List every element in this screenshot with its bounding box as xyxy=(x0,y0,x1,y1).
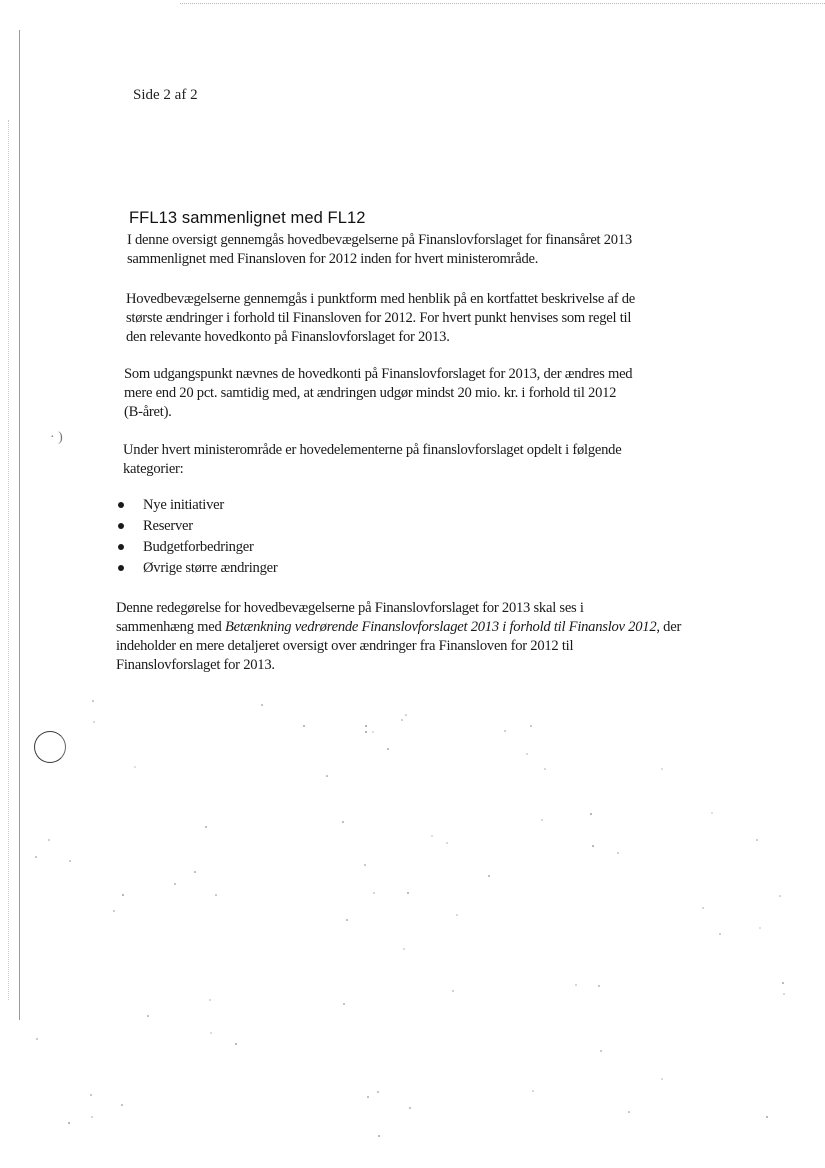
scan-speck xyxy=(215,894,217,896)
scan-speck xyxy=(590,813,592,815)
scan-speck xyxy=(782,982,784,984)
scan-speck xyxy=(48,839,50,841)
paragraph-threshold xyxy=(124,365,632,422)
scan-speck xyxy=(407,892,409,894)
bullet-icon xyxy=(118,523,124,529)
scan-speck xyxy=(759,927,761,929)
paragraph-line xyxy=(116,618,681,637)
scan-speck xyxy=(365,725,367,727)
list-item xyxy=(118,558,277,579)
paragraph-line: (B-året). xyxy=(124,404,172,420)
paragraph-intro xyxy=(127,231,632,269)
category-list xyxy=(118,495,277,579)
paragraph-line: Som udgangspunkt nævnes de hovedkonti på Finanslovforslaget for 2013, der ændres med xyxy=(124,366,633,382)
scan-left-edge-faint xyxy=(8,120,9,1000)
scan-speck xyxy=(372,731,374,733)
scan-speck xyxy=(343,1003,345,1005)
paragraph-method xyxy=(126,290,635,347)
scan-speck xyxy=(766,1116,768,1118)
list-item-label: Reserver xyxy=(143,518,193,534)
scan-speck xyxy=(365,731,367,733)
scan-speck xyxy=(446,842,448,844)
scan-speck xyxy=(261,704,263,706)
reference-title: Betænkning vedrørende Finanslovforslaget 2013 i forhold til Finanslov 2012 xyxy=(224,619,657,635)
scan-speck xyxy=(592,845,594,847)
scan-speck xyxy=(209,999,211,1001)
scan-speck xyxy=(121,1104,123,1106)
scan-speck xyxy=(346,919,348,921)
paragraph-line: Finanslovforslaget for 2013. xyxy=(116,657,275,673)
scan-speck xyxy=(174,883,176,885)
scan-speck xyxy=(36,1038,38,1040)
list-item-label: Nye initiativer xyxy=(143,497,224,513)
scan-speck xyxy=(147,1015,149,1017)
paragraph-closing xyxy=(116,599,681,675)
scan-speck xyxy=(431,835,433,837)
scan-speck xyxy=(387,748,389,750)
scan-speck xyxy=(530,725,532,727)
paragraph-line: Denne redegørelse for hovedbevægelserne på Finanslovforslaget for 2013 skal ses i xyxy=(116,600,584,616)
list-item-label: Budgetforbedringer xyxy=(143,539,254,555)
scan-speck xyxy=(452,990,454,992)
scan-speck xyxy=(456,914,458,916)
scan-speck xyxy=(205,826,207,828)
scan-speck xyxy=(575,984,577,986)
scan-speck xyxy=(617,852,619,854)
list-item-label: Øvrige større ændringer xyxy=(143,560,278,576)
paragraph-line: største ændringer i forhold til Finansloven for 2012. For hvert punkt henvises som regel til xyxy=(126,310,632,326)
paragraph-line: Under hvert ministerområde er hovedelementerne på finanslovforslaget opdelt i følgende xyxy=(123,442,622,458)
paragraph-line: sammenlignet med Finansloven for 2012 inden for hvert ministerområde. xyxy=(127,251,539,267)
scan-speck xyxy=(342,821,344,823)
scan-speck xyxy=(68,1122,70,1124)
paragraph-line: kategorier: xyxy=(123,461,184,477)
scan-speck xyxy=(403,948,405,950)
scan-speck xyxy=(783,993,785,995)
bullet-icon xyxy=(118,565,124,571)
scan-speck xyxy=(719,933,721,935)
scan-speck xyxy=(661,768,663,770)
list-item xyxy=(118,495,277,516)
scan-speck xyxy=(378,1135,380,1137)
list-item xyxy=(118,537,277,558)
scan-speck xyxy=(373,892,375,894)
scan-speck xyxy=(401,719,403,721)
scan-speck xyxy=(210,1032,212,1034)
text-run: , der xyxy=(656,619,682,635)
scan-speck xyxy=(92,700,94,702)
scan-speck xyxy=(93,721,95,723)
scan-speck xyxy=(598,985,600,987)
scan-speck xyxy=(488,875,490,877)
scan-speck xyxy=(405,714,407,716)
scan-speck xyxy=(303,725,305,727)
scan-speck xyxy=(779,895,781,897)
scan-speck xyxy=(377,1091,379,1093)
scan-speck xyxy=(235,1043,237,1045)
scan-speck xyxy=(544,768,546,770)
scan-speck xyxy=(35,856,37,858)
scan-speck xyxy=(409,1107,411,1109)
scan-speck xyxy=(113,910,115,912)
scan-speck xyxy=(122,894,124,896)
scan-speck xyxy=(600,1050,602,1052)
text-run: sammenhæng med xyxy=(116,619,225,635)
paragraph-line: den relevante hovedkonto på Finanslovforslaget for 2013. xyxy=(126,329,450,345)
scan-speck xyxy=(69,860,71,862)
paragraph-line: indeholder en mere detaljeret oversigt over ændringer fra Finansloven for 2012 til xyxy=(116,638,574,654)
scan-speck xyxy=(541,819,543,821)
bullet-icon xyxy=(118,502,124,508)
scan-speck xyxy=(91,1116,93,1118)
scan-left-edge xyxy=(19,30,20,1020)
paragraph-line: I denne oversigt gennemgås hovedbevægelserne på Finanslovforslaget for finansåret 2013 xyxy=(127,232,632,248)
scan-smudge-mark: · ) xyxy=(50,430,63,445)
paragraph-line: Hovedbevægelserne gennemgås i punktform med henblik på en kortfattet beskrivelse af de xyxy=(126,291,635,307)
punch-hole-mark xyxy=(34,731,66,763)
scan-speck xyxy=(90,1094,92,1096)
scan-speck xyxy=(194,871,196,873)
page-title: FFL13 sammenlignet med FL12 xyxy=(129,209,366,227)
scan-speck xyxy=(711,812,713,814)
list-item xyxy=(118,516,277,537)
page-number: Side 2 af 2 xyxy=(133,87,198,103)
scan-speck xyxy=(134,766,136,768)
scan-speck xyxy=(364,864,366,866)
scan-speck xyxy=(326,775,328,777)
scan-speck xyxy=(661,1078,663,1080)
bullet-icon xyxy=(118,544,124,550)
scan-speck xyxy=(526,753,528,755)
scan-speck xyxy=(504,730,506,732)
scan-edge-line xyxy=(180,3,825,4)
paragraph-categories xyxy=(123,441,621,479)
scan-speck xyxy=(756,839,758,841)
paragraph-line: mere end 20 pct. samtidig med, at ændringen udgør mindst 20 mio. kr. i forhold til 2012 xyxy=(124,385,617,401)
scan-speck xyxy=(628,1111,630,1113)
scan-speck xyxy=(532,1090,534,1092)
scan-speck xyxy=(702,907,704,909)
scan-speck xyxy=(367,1096,369,1098)
